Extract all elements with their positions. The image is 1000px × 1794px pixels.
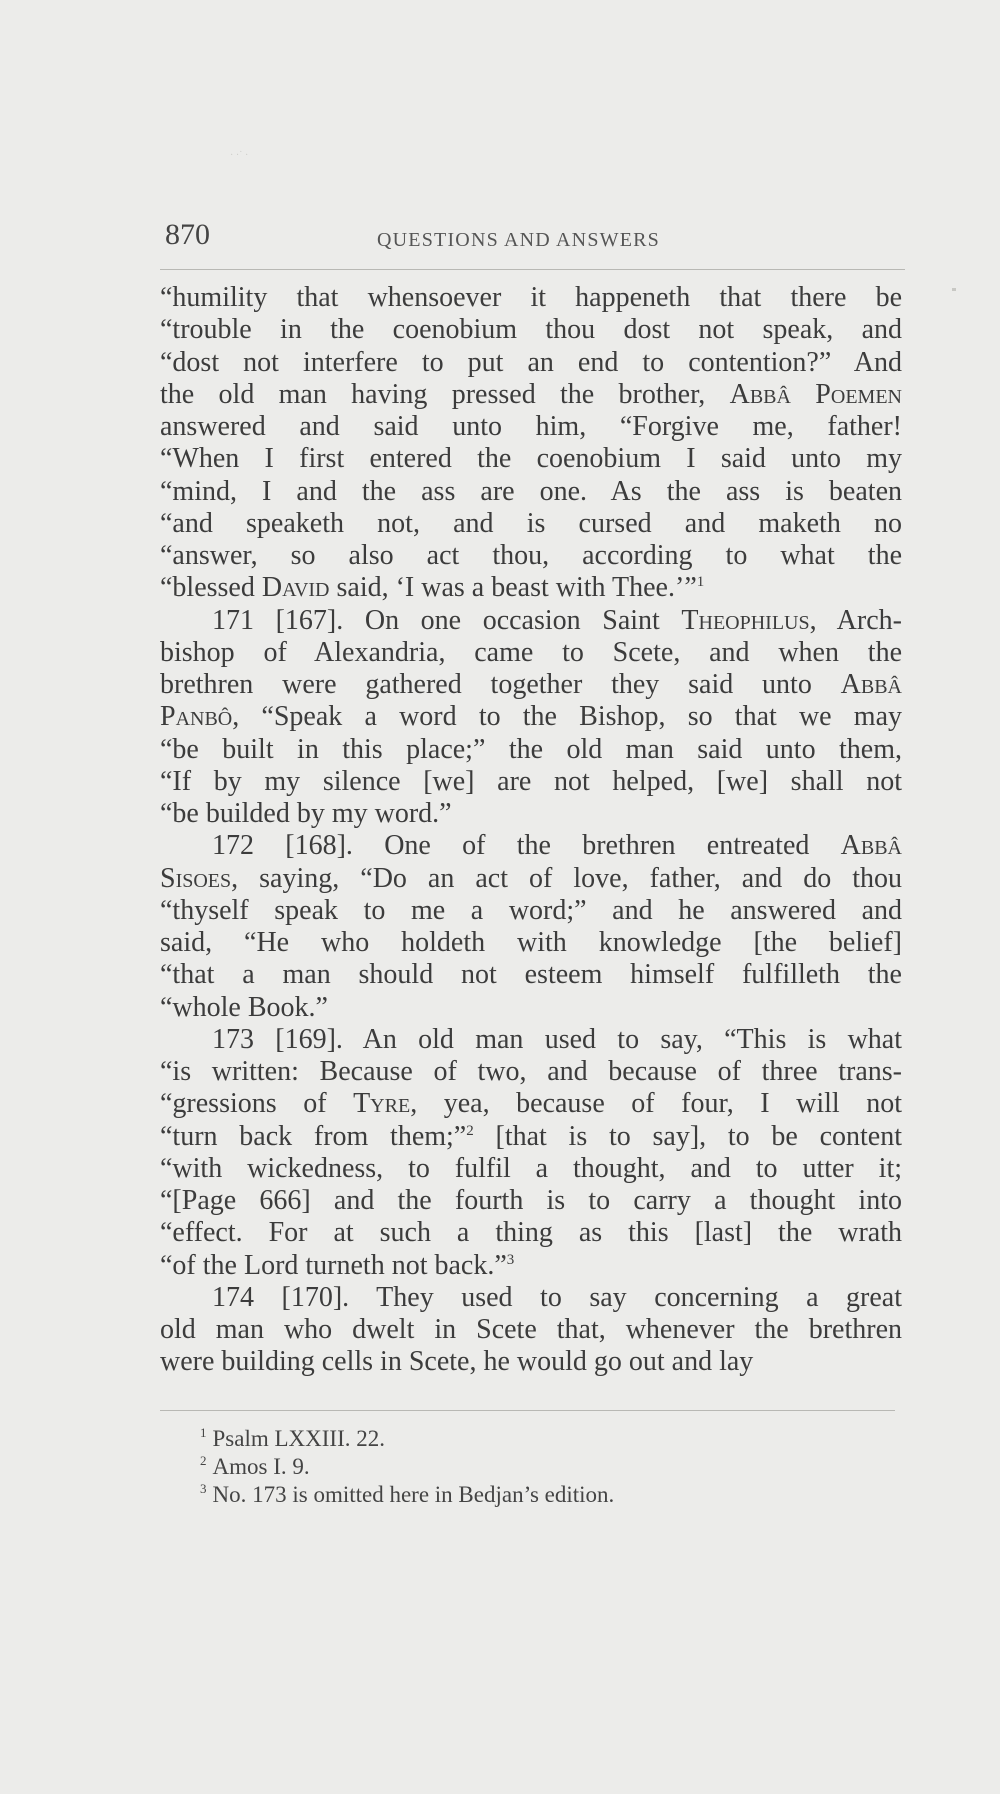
text-run: “of the Lord turneth not back.” [160,1249,507,1281]
text-line [160,572,902,604]
text-line [160,734,902,766]
text-run: bishop of Alexandria, came to Scete, and when the [160,636,902,668]
page-number: 870 [165,218,210,251]
running-title: QUESTIONS AND ANSWERS [377,229,661,251]
text-line [160,282,902,314]
small-caps-name: Theophilus [681,604,810,636]
text-line [160,863,902,895]
text-run: 173 [169]. An old man used to say, “This is what [212,1023,902,1055]
footnote-text: No. 173 is omitted here in Bedjan’s edition. [212,1482,615,1507]
text-line [160,476,902,508]
text-run: “[Page 666] and the fourth is to carry a thought into [160,1185,902,1216]
small-caps-name: Sisoes [160,862,232,894]
text-run: “thyself speak to me a word;” and he answered and [160,894,902,926]
text-line [160,443,902,475]
footnote [200,1453,880,1481]
small-caps-name: Tyre [353,1088,411,1120]
text-run: “be builded by my word.” [160,798,452,829]
small-caps-name: Panbô [160,701,233,733]
footnote-reference: 1 [696,574,705,591]
header-rule [160,269,905,270]
footnote-mark: 3 [200,1481,207,1496]
text-run: “blessed [160,572,262,604]
text-run: 171 [167]. On one occasion Saint [212,604,682,636]
text-run: “and speaketh not, and is cursed and maketh no [160,507,902,539]
text-line [160,1250,902,1282]
text-run: the old man having pressed the brother, [160,378,730,410]
text-run: , “Speak a word to the Bishop, so that we may [232,701,902,733]
text-line [160,992,902,1024]
footnote-rule [160,1410,895,1411]
text-line [160,411,902,443]
text-run: , yea, because of four, I will not [410,1088,902,1120]
footnote-text: Amos I. 9. [212,1454,310,1479]
text-run: old man who dwelt in Scete that, whenever the brethren [160,1314,902,1345]
text-run: [that is to say], to be content [473,1120,902,1152]
footnote [200,1425,880,1453]
text-line [160,1056,902,1088]
running-head [165,218,905,258]
text-line [160,830,902,862]
text-run: “If by my silence [we] are not helped, [we] shall not [160,765,902,797]
text-run: “gressions of [160,1088,354,1120]
text-line [160,1346,902,1378]
footnote-mark: 1 [200,1425,207,1440]
text-line [160,314,902,346]
text-line [160,347,902,379]
text-run: “effect. For at such a thing as this [last] the wrath [160,1217,902,1249]
text-run: answered and said unto him, “Forgive me, father! [160,411,902,442]
text-line [160,1217,902,1249]
text-run: “be built in this place;” the old man said unto them, [160,733,902,765]
text-run: “When I first entered the coenobium I said unto my [160,443,902,475]
text-line [160,1024,902,1056]
text-line [160,959,902,991]
text-line [160,605,902,637]
text-line [160,798,902,830]
text-run: were building cells in Scete, he would go out and lay [160,1346,754,1378]
text-run: “that a man should not esteem himself fulfilleth the [160,959,902,991]
body-text [160,282,902,1379]
text-line [160,540,902,572]
text-run: said, “He who holdeth with knowledge [the belief] [160,927,902,958]
text-run: “humility that whensoever it happeneth that there be [160,282,902,313]
text-run: “is written: Because of two, and because of three trans- [160,1056,902,1087]
text-run: “turn back from them;” [160,1120,467,1152]
small-caps-name: Abbâ Poemen [729,378,902,410]
text-line [160,1282,902,1314]
text-line [160,766,902,798]
text-run: “whole Book.” [160,991,328,1023]
text-line [160,927,902,959]
text-run: , Arch- [809,604,902,636]
text-line [160,1185,902,1217]
text-line [160,701,902,733]
text-run: “with wickedness, to fulfil a thought, and to utter it; [160,1152,902,1184]
text-run: “trouble in the coenobium thou dost not speak, and [160,314,902,346]
small-caps-name: David [261,572,330,604]
text-run: “mind, I and the ass are one. As the ass is beaten [160,475,902,507]
footnote-reference: 3 [506,1251,515,1268]
text-run: “dost not interfere to put an end to contention?” And [160,346,902,378]
text-line [160,895,902,927]
text-line [160,1153,902,1185]
footnote-mark: 2 [200,1453,207,1468]
text-line [160,1121,902,1153]
text-line [160,1314,902,1346]
footnote-text: Psalm LXXIII. 22. [212,1426,385,1451]
text-run: brethren were gathered together they said unto [160,669,841,700]
footnotes [200,1425,880,1509]
text-line [160,508,902,540]
text-run: said, ‘I was a beast with Thee.’” [329,572,697,604]
paper-blemish [952,288,956,291]
text-line [160,379,902,411]
paper-specks: · ·˙ · [230,150,249,161]
text-line [160,669,902,701]
text-run: , saying, “Do an act of love, father, and do thou [231,862,902,894]
footnote [200,1481,880,1509]
text-line [160,1088,902,1120]
footnote-reference: 2 [466,1122,474,1139]
text-run: 174 [170]. They used to say concerning a great [212,1281,902,1313]
small-caps-name: Abbâ [840,830,902,862]
small-caps-name: Abbâ [840,669,902,700]
text-line [160,637,902,669]
text-run: 172 [168]. One of the brethren entreated [212,830,841,862]
text-run: “answer, so also act thou, according to what the [160,540,902,571]
